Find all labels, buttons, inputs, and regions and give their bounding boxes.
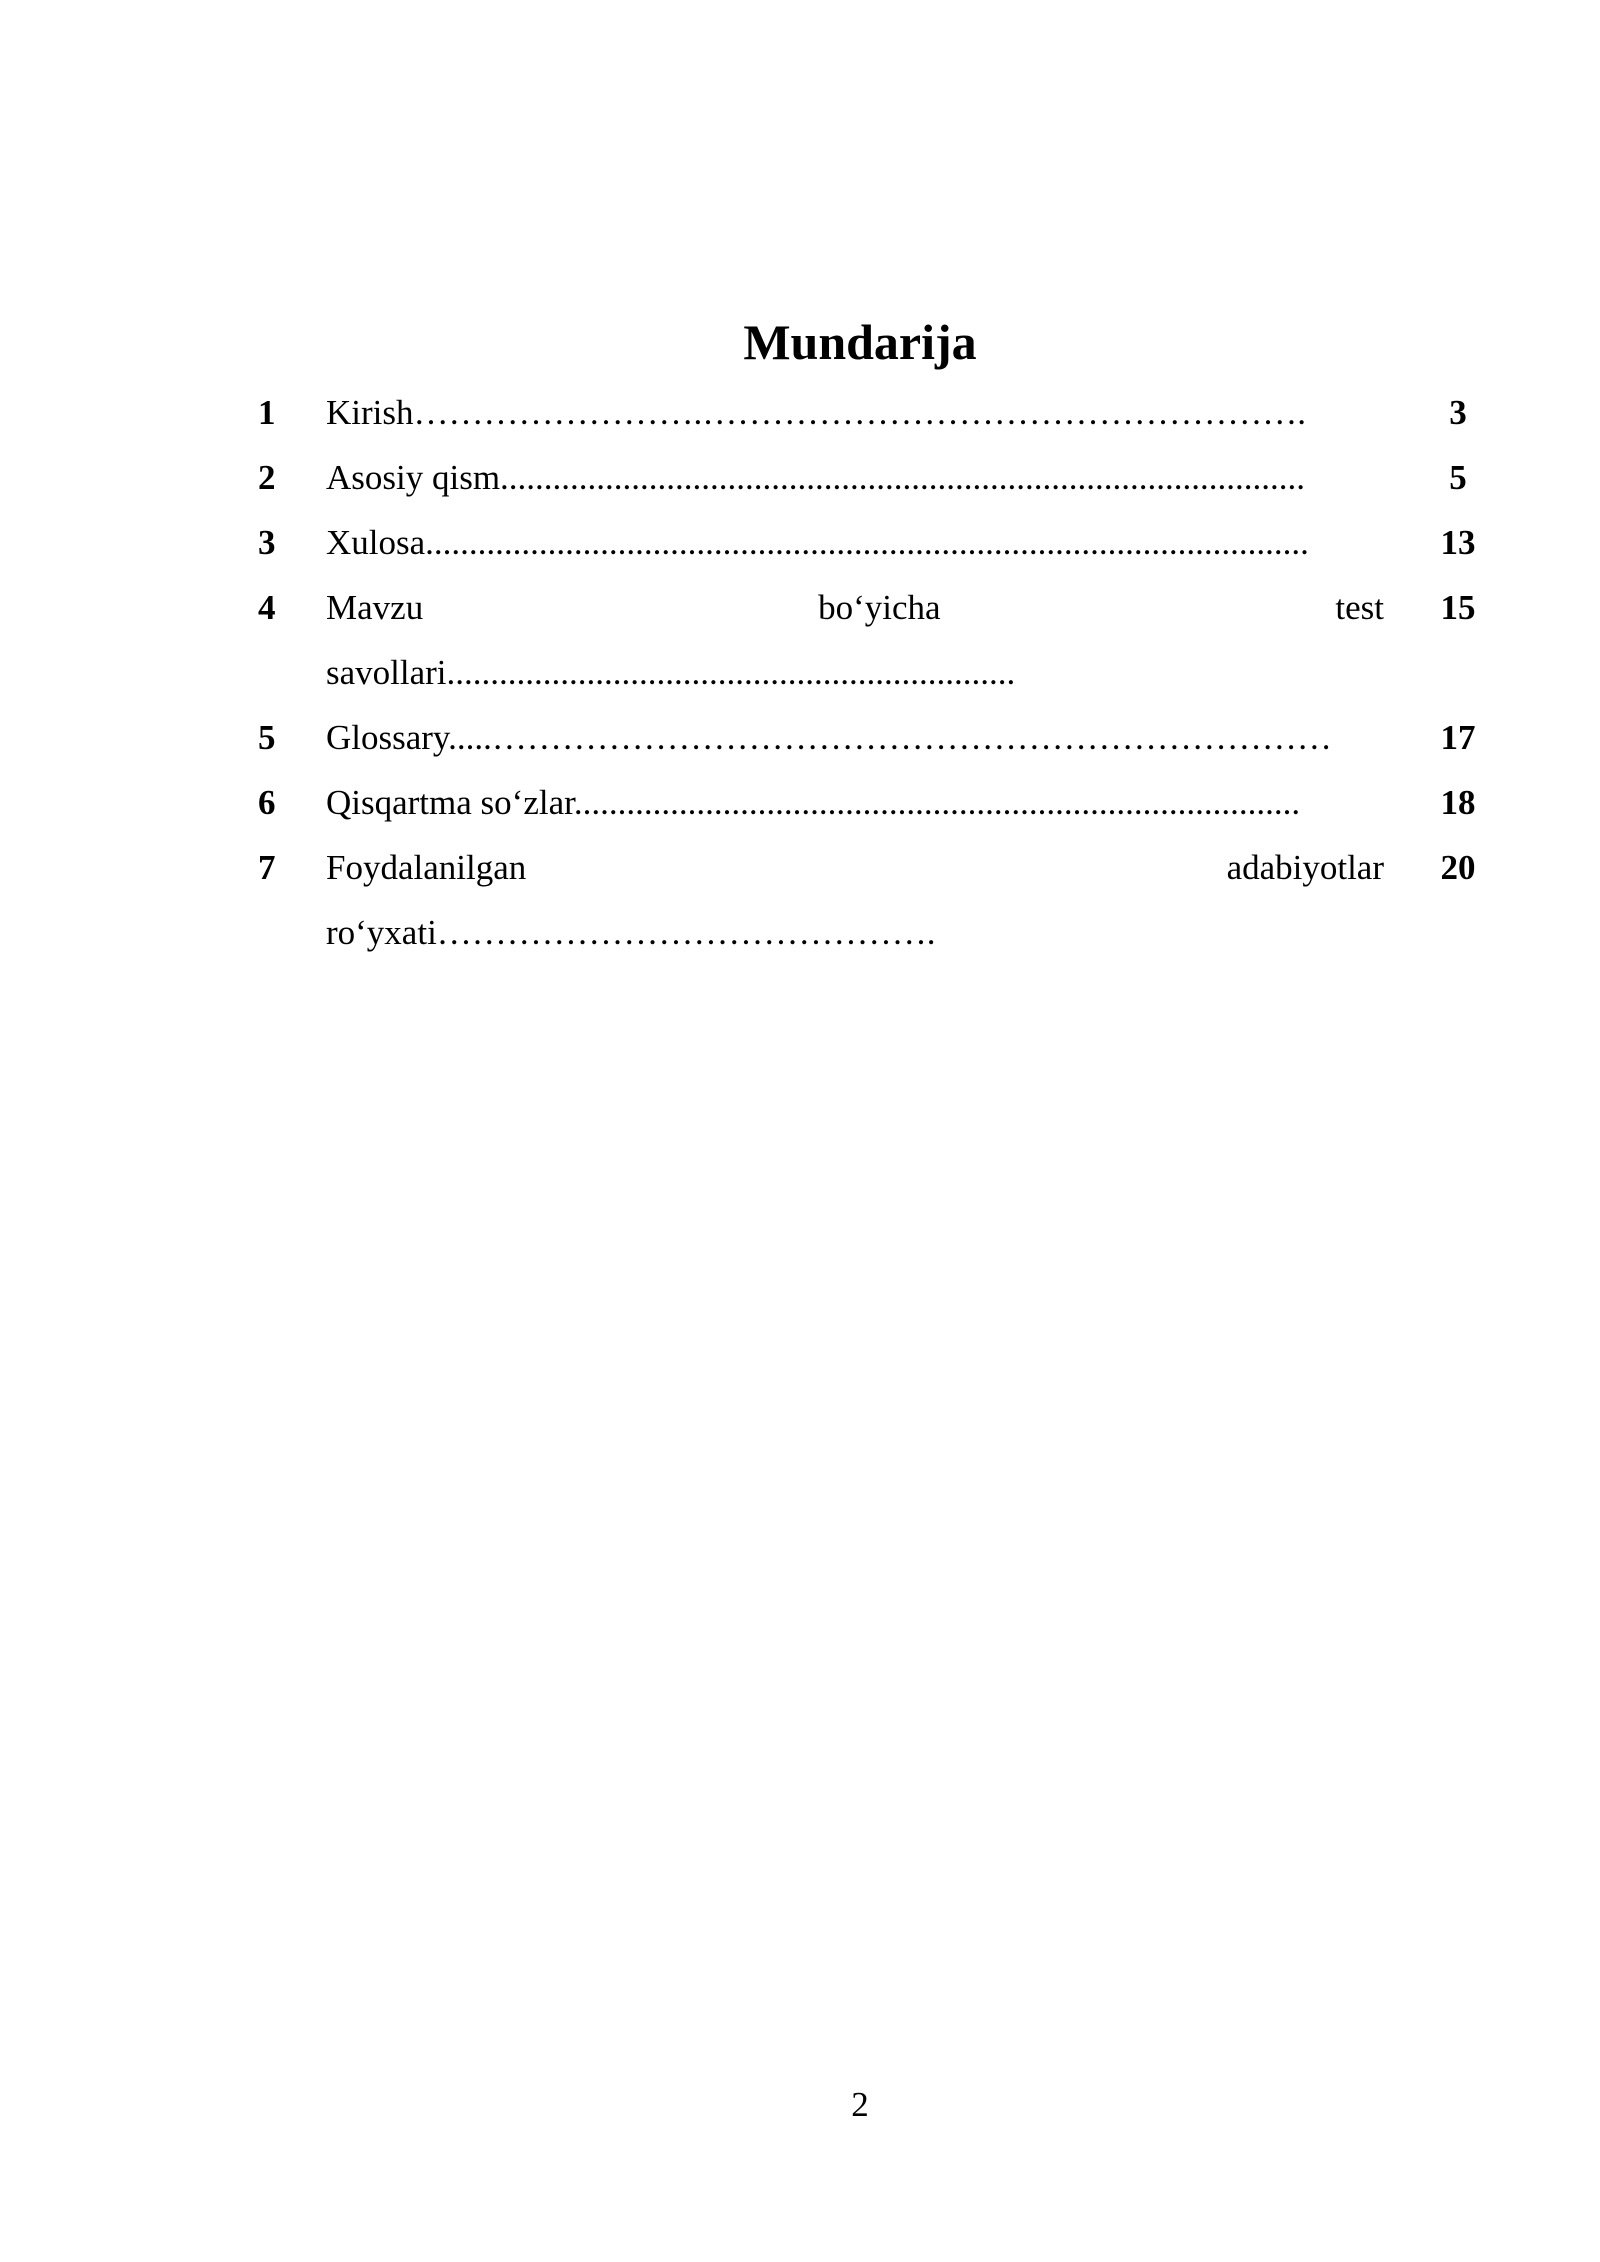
toc-item-title: Qisqartma so‘zlar................................................................................... <box>326 783 1301 822</box>
toc-item[interactable] <box>258 510 1498 575</box>
toc-item-page: 20 <box>1440 848 1476 887</box>
page-title: Mundarija <box>743 314 977 370</box>
toc-item-number: 4 <box>258 588 276 627</box>
toc-item-page: 13 <box>1440 523 1476 562</box>
toc-item-page: 15 <box>1440 588 1476 627</box>
toc-item-title-line2: ro‘yxati……………………………………. <box>326 913 936 952</box>
toc-item[interactable] <box>258 835 1498 965</box>
toc-item-page: 18 <box>1440 783 1476 822</box>
toc-item[interactable] <box>258 445 1498 510</box>
toc-item-title: Asosiy qism............................................................................................ <box>326 458 1306 497</box>
toc-item-title: Kirish…………………….……………………………………………. <box>326 393 1306 432</box>
toc-item-title <box>326 575 1384 705</box>
toc-item-number: 2 <box>258 458 276 497</box>
toc-item[interactable] <box>258 380 1498 445</box>
page-number: 2 <box>851 2085 869 2124</box>
toc-item-number: 5 <box>258 718 276 757</box>
toc-item-title-line1 <box>326 575 1384 640</box>
toc-item-title: Xulosa..................................................................................................... <box>326 523 1309 562</box>
toc-item-page: 5 <box>1449 458 1467 497</box>
toc-item-number: 1 <box>258 393 276 432</box>
toc-item-number: 6 <box>258 783 276 822</box>
toc-item-word: test <box>1335 588 1384 627</box>
toc-item-word: adabiyotlar <box>1226 848 1384 887</box>
toc-item-number: 3 <box>258 523 276 562</box>
toc-item-title <box>326 835 1384 965</box>
toc-item-page: 3 <box>1449 393 1467 432</box>
toc-item-title-line1 <box>326 835 1384 900</box>
toc-item-word: Foydalanilgan <box>326 848 527 887</box>
toc-item[interactable] <box>258 705 1498 770</box>
toc-item[interactable] <box>258 575 1498 705</box>
toc-item-word: Mavzu <box>326 588 424 627</box>
toc-item[interactable] <box>258 770 1498 835</box>
toc-item-word: bo‘yicha <box>818 588 941 627</box>
toc-item-page: 17 <box>1440 718 1476 757</box>
toc-item-title-line2: savollari................................................................. <box>326 653 1016 692</box>
toc-item-title: Glossary.....……………………………………………………………… <box>326 718 1332 757</box>
toc-item-number: 7 <box>258 848 276 887</box>
table-of-contents <box>258 380 1498 965</box>
